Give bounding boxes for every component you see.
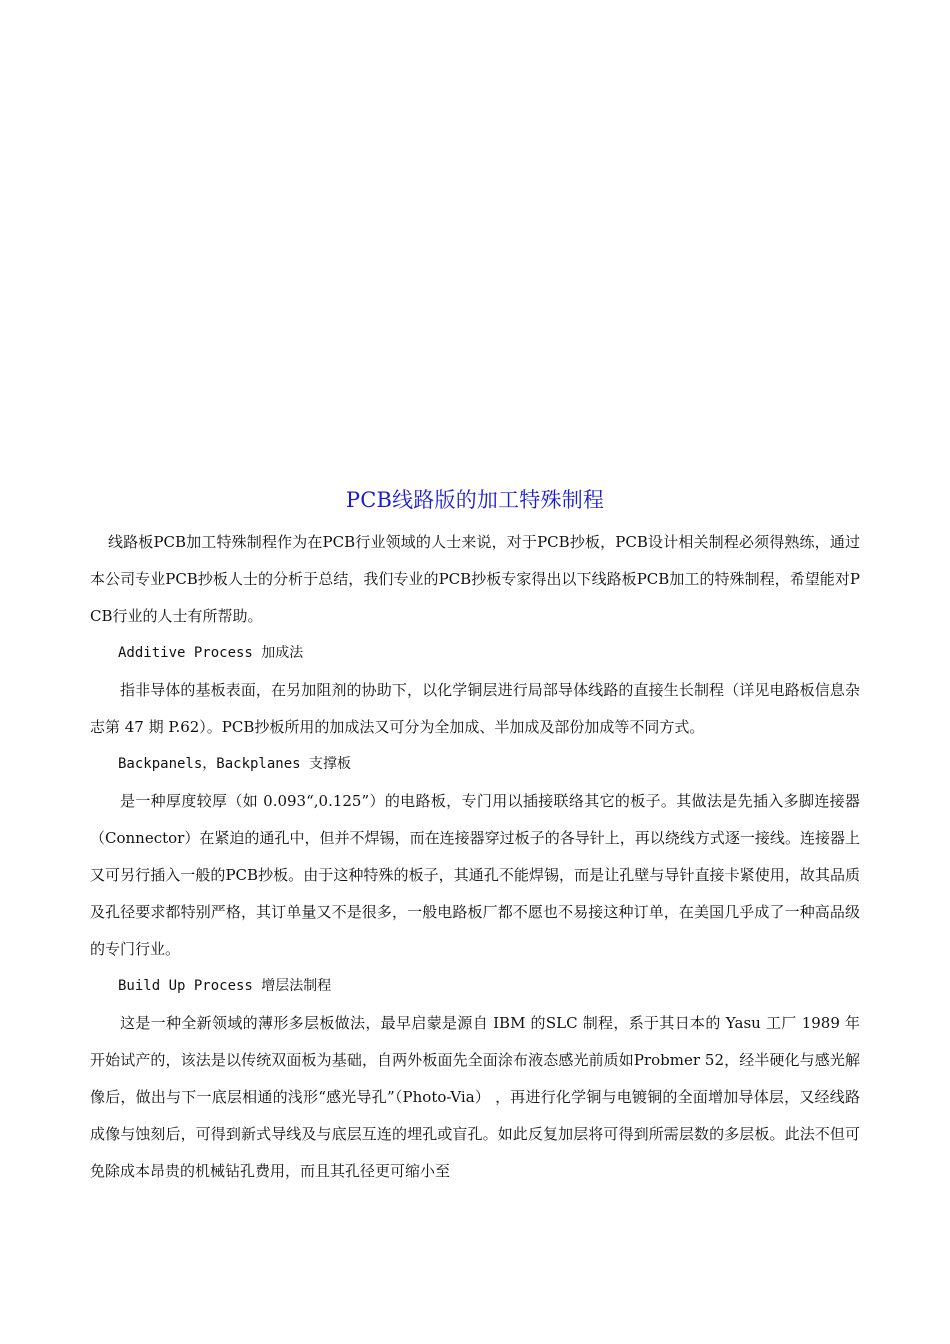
section-body-backpanels: 是一种厚度较厚（如 0.093“,0.125”）的电路板，专门用以插接联络其它的板子。其做法是先插入多脚连接器（Connector）在紧迫的通孔中，但并不焊锡，而在连接器穿过板子的各导针上，再以绕线方式逐一接线。连接器上又可另行插入一般的PCB抄板。由于这种特殊的板子，其通孔不能焊锡，而是让孔壁与导针直接卡紧使用，故其品质及孔径要求都特别严格，其订单量又不是很多，一般电路板厂都不愿也不易接这种订单，在美国几乎成了一种高品级的专门行业。: [90, 792, 860, 958]
section-body-additive-process: 指非导体的基板表面，在另加阻剂的协助下，以化学铜层进行局部导体线路的直接生长制程（详见电路板信息杂志第 47 期 P.62）。PCB抄板所用的加成法又可分为全加成、半加成及部份加成等不同方式。: [90, 681, 860, 736]
section-heading-build-up-process: Build Up Process 增层法制程: [118, 978, 332, 994]
document-body: [90, 524, 860, 1190]
section-heading-backpanels: Backpanels，Backplanes 支撑板: [118, 756, 352, 772]
document-title: PCB线路版的加工特殊制程: [345, 488, 605, 512]
section-body-build-up-process: 这是一种全新领域的薄形多层板做法，最早启蒙是源自 IBM 的SLC 制程，系于其日本的 Yasu 工厂 1989 年开始试产的，该法是以传统双面板为基础，自两外板面先全面涂布液态感光前质如Probmer 52，经半硬化与感光解像后，做出与下一底层相通的浅形“感光导孔”（Photo-Via） ，再进行化学铜与电镀铜的全面增加导体层，又经线路成像与蚀刻后，可得到新式导线及与底层互连的埋孔或盲孔。如此反复加层将可得到所需层数的多层板。此法不但可免除成本昂贵的机械钻孔费用，而且其孔径更可缩小至: [90, 1014, 860, 1180]
intro-paragraph: 线路板PCB加工特殊制程作为在PCB行业领域的人士来说，对于PCB抄板，PCB设计相关制程必须得熟练，通过本公司专业PCB抄板人士的分析于总结，我们专业的PCB抄板专家得出以下线路板PCB加工的特殊制程，希望能对PCB行业的人士有所帮助。: [90, 533, 860, 625]
section-heading-additive-process: Additive Process 加成法: [118, 645, 304, 661]
